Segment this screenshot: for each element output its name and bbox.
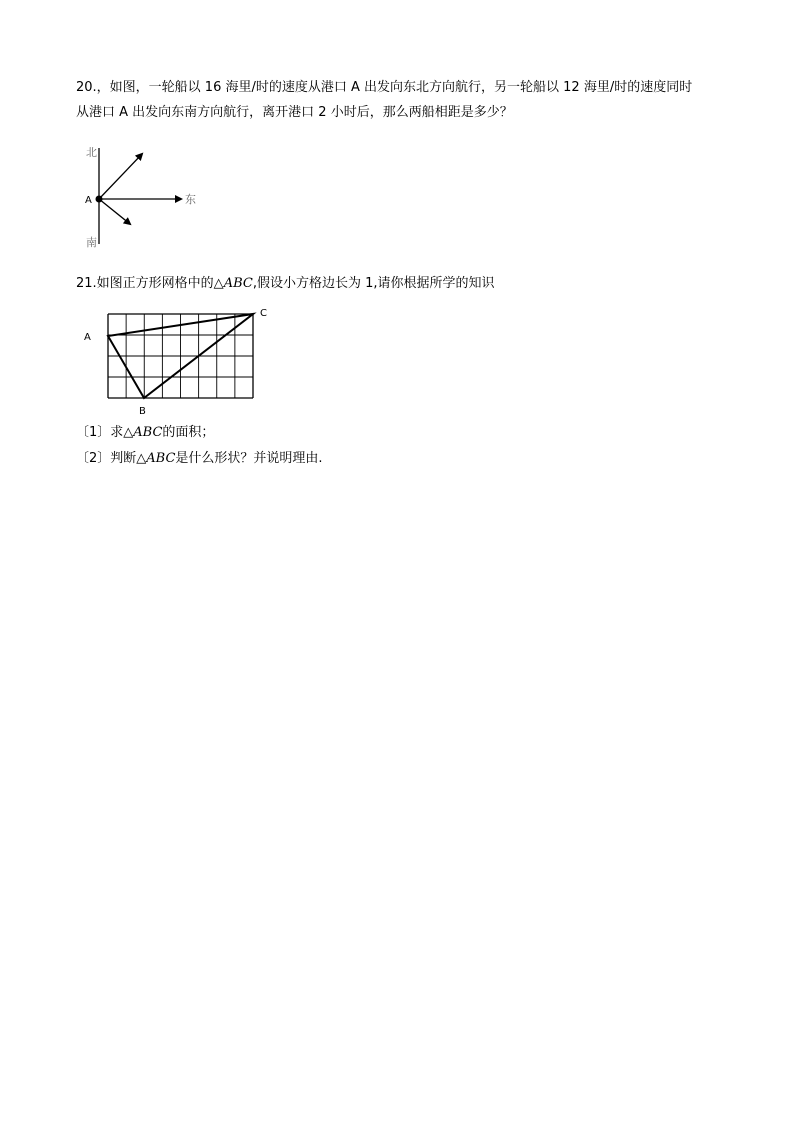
q21-part1-abc: ABC [133, 425, 163, 440]
southeast-arrow [99, 199, 130, 224]
square-grid [108, 314, 253, 398]
point-a-label: A [85, 195, 92, 206]
q20-text-line2: 从港口 A 出发向东南方向航行，离开港口 2 小时后，那么两船相距是多少？ [76, 105, 513, 120]
q21-stem-prefix: 21.如图正方形网格中的△ [76, 276, 224, 291]
q21-stem-suffix: ,假设小方格边长为 1,请你根据所学的知识 [252, 276, 495, 291]
q21-part1-prefix: 〔1〕求△ [76, 425, 134, 440]
q21-part2-text [76, 450, 323, 468]
q21-grid-figure [78, 303, 278, 420]
vertex-b-label: B [139, 406, 146, 417]
northeast-arrow [99, 154, 142, 199]
q21-stem-abc: ABC [223, 276, 253, 291]
q21-text-stem [76, 275, 495, 293]
east-label: 东 [185, 193, 196, 206]
vertex-a-label: A [84, 332, 91, 343]
port-point-a [96, 196, 103, 203]
q21-part1-text [76, 424, 214, 442]
north-label: 北 [86, 146, 97, 159]
q21-part2-suffix: 是什么形状？并说明理由. [175, 451, 323, 466]
south-label: 南 [86, 236, 97, 249]
vertex-c-label: C [260, 308, 267, 319]
q21-part2-abc: ABC [146, 451, 176, 466]
q20-compass-figure [78, 140, 208, 252]
q20-text-line1: 20.，如图，一轮船以 16 海里/时的速度从港口 A 出发向东北方向航行，另一轮船以 12 海里/时的速度同时 [76, 80, 693, 95]
q21-part1-suffix: 的面积； [162, 425, 215, 440]
q21-part2-prefix: 〔2〕判断△ [76, 451, 147, 466]
